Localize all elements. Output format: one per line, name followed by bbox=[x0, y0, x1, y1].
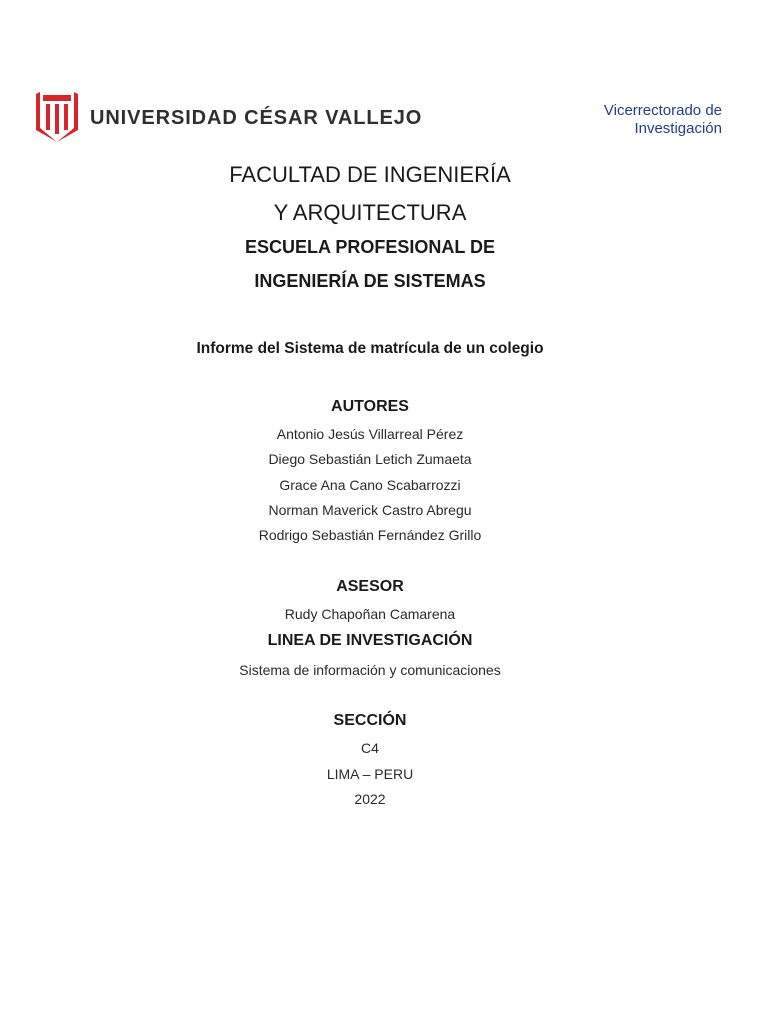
seccion-value: C4 bbox=[361, 740, 379, 756]
vicerrectorado-label bbox=[604, 102, 722, 138]
report-title: Informe del Sistema de matrícula de un colegio bbox=[196, 340, 544, 357]
vicerrectorado-line1: Vicerrectorado de bbox=[603, 102, 722, 119]
school-title-line2: INGENIERÍA DE SISTEMAS bbox=[254, 271, 486, 291]
school-title-line1: ESCUELA PROFESIONAL DE bbox=[244, 237, 496, 257]
asesor-heading: ASESOR bbox=[336, 578, 404, 595]
author-name: Norman Maverick Castro Abregu bbox=[268, 501, 472, 518]
autores-heading: AUTORES bbox=[331, 398, 409, 415]
linea-heading: LINEA DE INVESTIGACIÓN bbox=[267, 632, 473, 649]
seccion-heading: SECCIÓN bbox=[333, 712, 407, 729]
asesor-name: Rudy Chapoñan Camarena bbox=[284, 606, 456, 622]
ucv-shield-icon bbox=[36, 92, 78, 142]
author-name: Antonio Jesús Villarreal Pérez bbox=[276, 426, 464, 442]
faculty-title-line2: Y ARQUITECTURA bbox=[273, 200, 467, 225]
author-name: Rodrigo Sebastián Fernández Grillo bbox=[258, 527, 482, 544]
faculty-title-line1: FACULTAD DE INGENIERÍA bbox=[229, 162, 511, 187]
author-name: Diego Sebastián Letich Zumaeta bbox=[268, 451, 472, 468]
authors-list bbox=[0, 424, 740, 550]
university-name: UNIVERSIDAD CÉSAR VALLEJO bbox=[90, 106, 423, 129]
year-label: 2022 bbox=[354, 791, 386, 807]
city-label: LIMA – PERU bbox=[326, 766, 414, 782]
author-name: Grace Ana Cano Scabarrozzi bbox=[279, 476, 461, 493]
linea-value: Sistema de información y comunicaciones bbox=[239, 662, 501, 678]
vicerrectorado-line2: Investigación bbox=[634, 120, 722, 137]
page-header bbox=[36, 88, 726, 148]
university-logo bbox=[36, 92, 422, 142]
